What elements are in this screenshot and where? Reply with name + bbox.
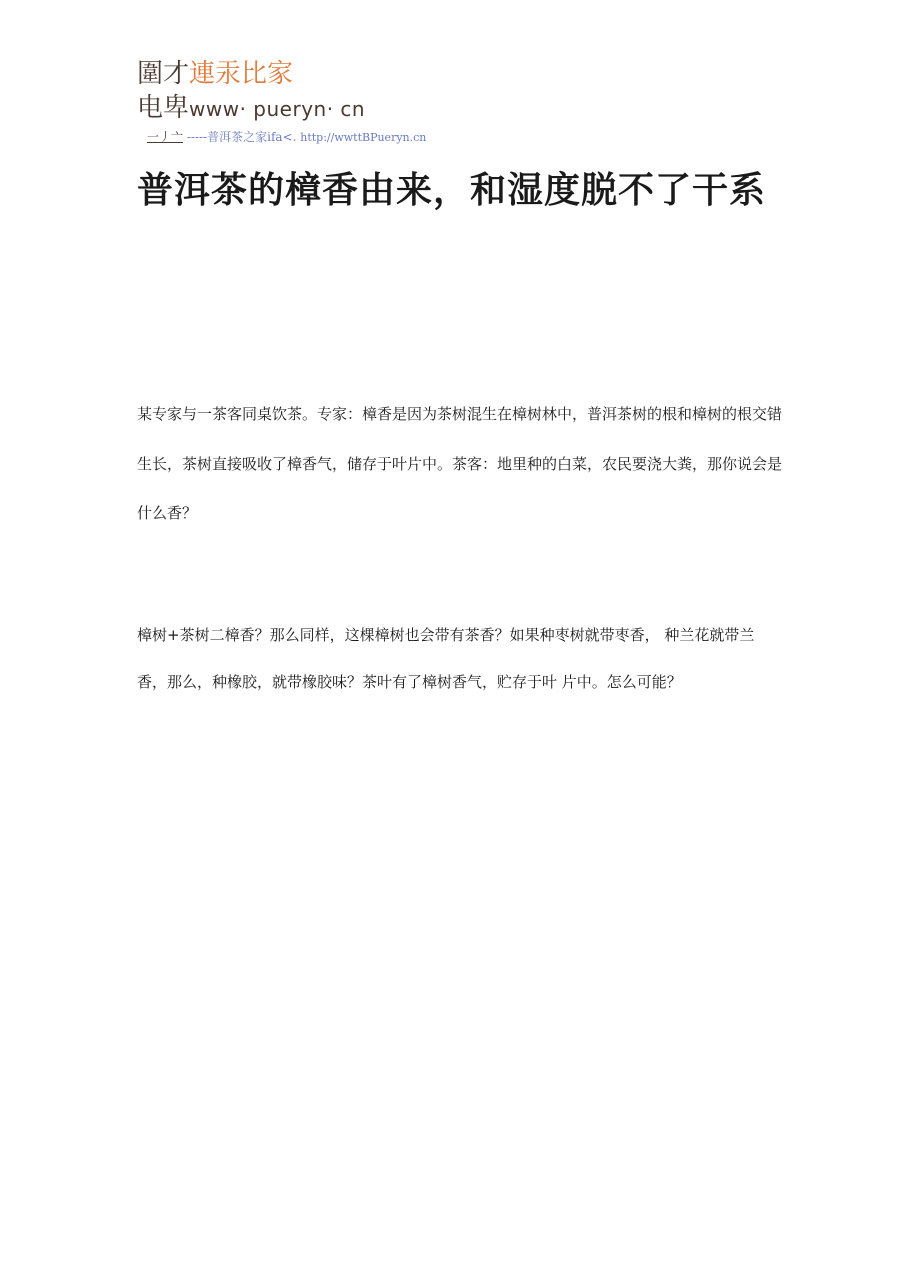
site-logo (137, 56, 365, 125)
article-paragraph-1: 某专家与一茶客同桌饮茶。专家：樟香是因为茶树混生在樟树林中，普洱茶树的根和樟树的根交错生长，茶树直接吸收了樟香气，储存于叶片中。茶客：地里种的白菜，农民要浇大粪，那你说会是什么香？ (137, 405, 783, 522)
logo-text-dark: 圍才 (137, 59, 190, 89)
tagline-text: -----普洱茶之家ifa<. (183, 130, 301, 144)
logo-text-orange: 連汞比家 (189, 59, 294, 89)
logo-url: www· pueryn· cn (189, 97, 366, 121)
tagline-url[interactable]: http://wwttBPueryn.cn (300, 131, 427, 144)
logo-text-chars: 电卑 (137, 93, 190, 123)
logo-line-1 (137, 56, 365, 92)
logo-line-2 (137, 92, 365, 125)
article-title: 普洱茶的樟香由来，和湿度脱不了干系 (137, 170, 767, 211)
tagline-mark: 一丿亠 (147, 130, 184, 144)
article-paragraph-2: 樟树+茶树二樟香？那么同样，这棵樟树也会带有茶香？如果种枣树就带枣香， 种兰花就带兰香，那么，种橡胶，就带橡胶味？茶叶有了樟树香气，贮存于叶 片中。怎么可能？ (137, 626, 755, 691)
header-tagline (147, 129, 426, 146)
